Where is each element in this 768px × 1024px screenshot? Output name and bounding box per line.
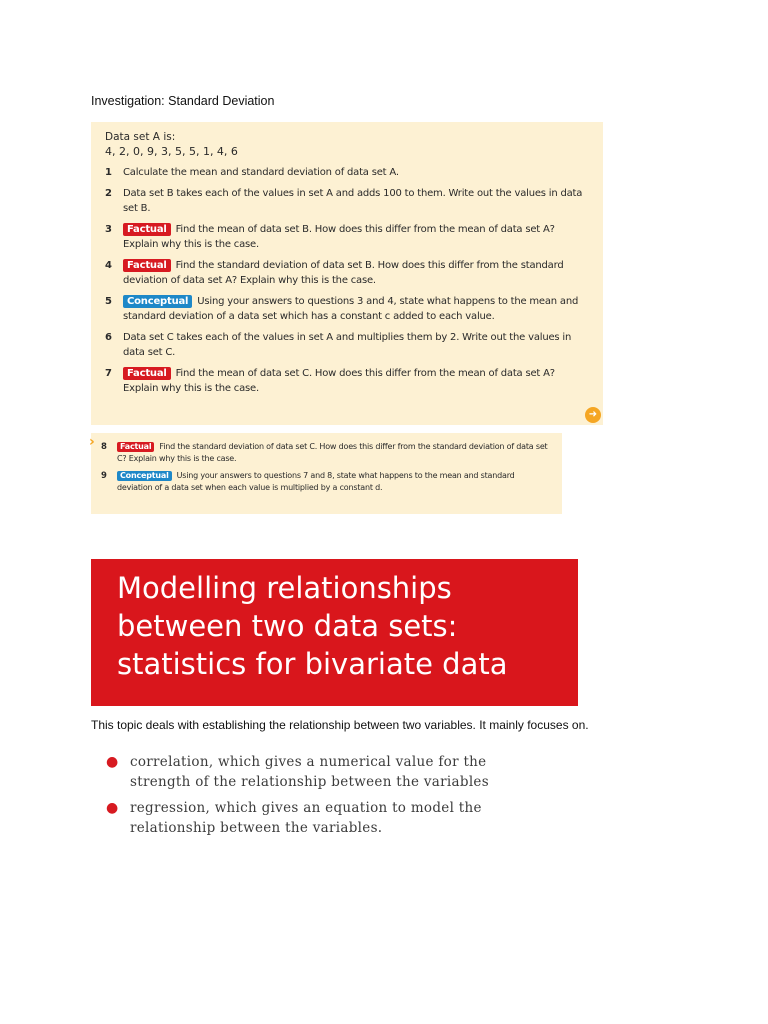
question-body (123, 294, 589, 324)
question-item (105, 330, 589, 360)
question-text: Using your answers to questions 7 and 8, state what happens to the mean and standard deviation of a data set when each value is multiplied by a constant d. (117, 471, 515, 492)
question-item (101, 441, 550, 465)
question-number: 4 (105, 260, 112, 271)
question-number: 5 (105, 296, 112, 307)
question-list (101, 441, 550, 494)
question-number: 1 (105, 167, 112, 178)
question-item (105, 294, 589, 324)
bullet-text: correlation, which gives a numerical value for the strength of the relationship between the variables (130, 754, 489, 790)
question-body (123, 366, 589, 396)
question-body (117, 470, 550, 494)
investigation-box (91, 122, 603, 425)
question-tag: Factual (123, 259, 171, 272)
question-text: Data set C takes each of the values in set A and multiplies them by 2. Write out the values in data set C. (123, 332, 572, 358)
banner-line: statistics for bivariate data (117, 647, 508, 681)
question-tag: Factual (117, 442, 154, 452)
question-number: 6 (105, 332, 112, 343)
question-tag: Conceptual (123, 295, 192, 308)
question-tag: Factual (123, 367, 171, 380)
question-number: 9 (101, 471, 107, 481)
question-item (105, 366, 589, 396)
question-number: 8 (101, 442, 107, 452)
question-item (105, 258, 589, 288)
chevron-left-icon[interactable]: › (89, 434, 95, 450)
question-text: Using your answers to questions 3 and 4, state what happens to the mean and standard deviation of a data set which has a constant c added to each value. (123, 296, 579, 322)
bullet-list (106, 752, 546, 844)
list-item (106, 752, 546, 792)
data-set-a-values: 4, 2, 0, 9, 3, 5, 5, 1, 4, 6 (105, 145, 238, 158)
question-body (123, 165, 589, 180)
question-body (123, 186, 589, 216)
banner-line: Modelling relationships (117, 571, 452, 605)
question-text: Data set B takes each of the values in set A and adds 100 to them. Write out the values in data set B. (123, 188, 583, 214)
question-body (117, 441, 550, 465)
question-text: Calculate the mean and standard deviation of data set A. (123, 167, 399, 178)
question-body (123, 330, 589, 360)
bullet-icon: ● (106, 754, 119, 770)
question-number: 2 (105, 188, 112, 199)
question-item (105, 222, 589, 252)
section-banner (91, 559, 578, 706)
question-number: 7 (105, 368, 112, 379)
list-item (106, 798, 546, 838)
question-item (105, 186, 589, 216)
question-text: Find the standard deviation of data set B. How does this differ from the standard deviation of data set A? Explain why this is the case. (123, 260, 564, 286)
bullet-icon: ● (106, 800, 119, 816)
question-tag: Factual (123, 223, 171, 236)
question-list (105, 165, 589, 396)
question-text: Find the standard deviation of data set C. How does this differ from the standard deviation of data set C? Explain why this is the case. (117, 442, 548, 463)
question-item (105, 165, 589, 180)
page-heading: Investigation: Standard Deviation (91, 94, 275, 108)
arrow-right-icon[interactable]: ➜ (585, 407, 601, 423)
question-text: Find the mean of data set B. How does this differ from the mean of data set A? Explain why this is the case. (123, 224, 555, 250)
question-text: Find the mean of data set C. How does this differ from the mean of data set A? Explain why this is the case. (123, 368, 555, 394)
question-tag: Conceptual (117, 471, 172, 481)
question-number: 3 (105, 224, 112, 235)
question-item (101, 470, 550, 494)
bullet-text: regression, which gives an equation to model the relationship between the variables. (130, 800, 482, 836)
question-body (123, 258, 589, 288)
question-body (123, 222, 589, 252)
banner-line: between two data sets: (117, 609, 458, 643)
investigation-box-continued (91, 433, 562, 514)
intro-paragraph: This topic deals with establishing the relationship between two variables. It mainly focuses on. (91, 718, 589, 732)
data-set-a-title: Data set A is: (105, 131, 176, 143)
